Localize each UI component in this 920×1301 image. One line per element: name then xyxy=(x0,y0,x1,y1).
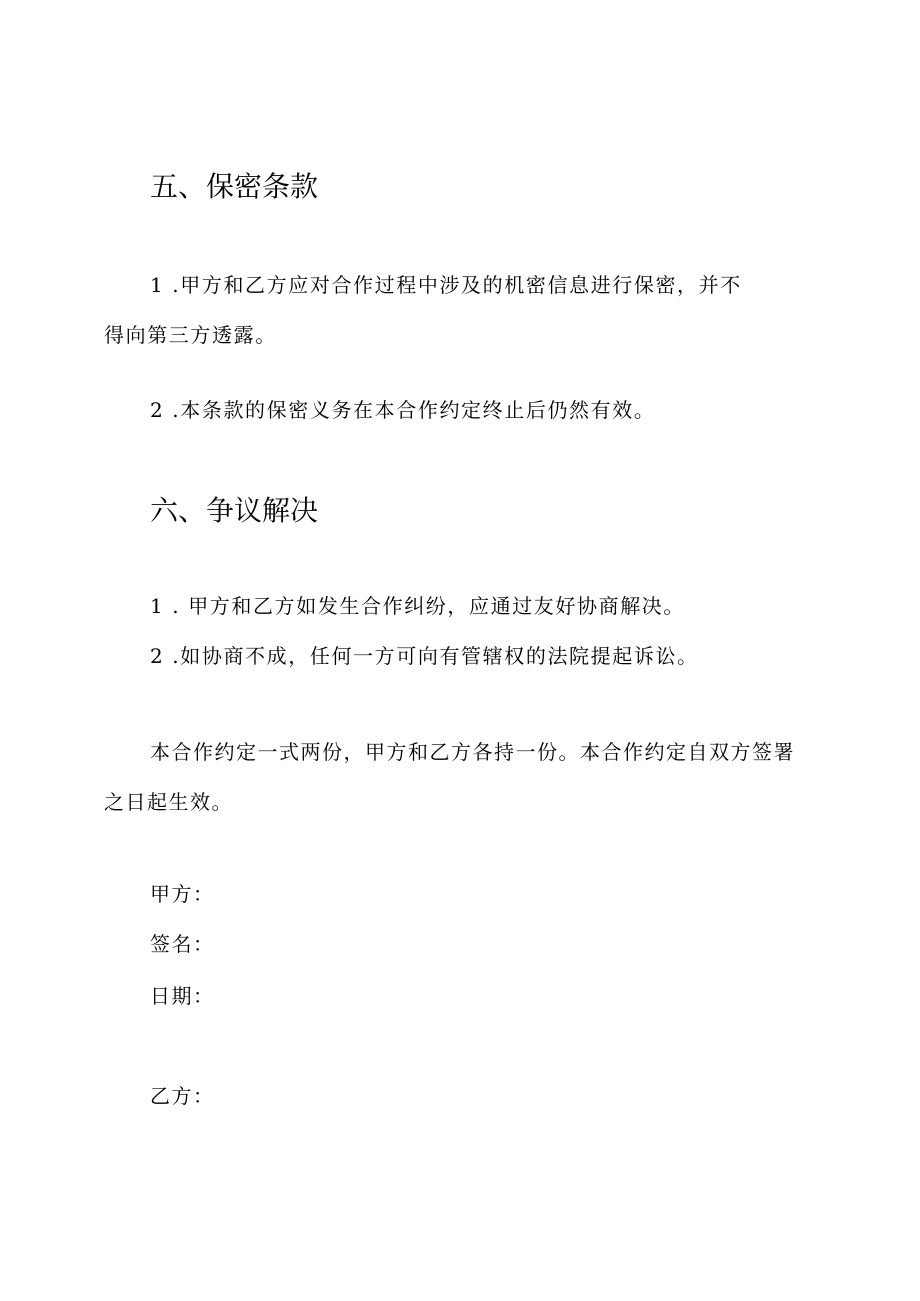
section-5-heading: 五、保密条款 xyxy=(150,170,319,203)
section-5-item-1-line-1: 1 .甲方和乙方应对合作过程中涉及的机密信息进行保密，并不 xyxy=(150,273,742,297)
section-6-heading: 六、争议解决 xyxy=(150,494,319,527)
section-5-item-2: 2 .本条款的保密义务在本合作约定终止后仍然有效。 xyxy=(150,398,656,422)
section-6-item-2: 2 .如协商不成，任何一方可向有管辖权的法院提起诉讼。 xyxy=(150,644,699,668)
party-b-label: 乙方： xyxy=(150,1084,215,1108)
party-a-label: 甲方： xyxy=(150,882,215,906)
closing-paragraph-line-2: 之日起生效。 xyxy=(104,790,233,814)
section-6-item-1: 1 . 甲方和乙方如发生合作纠纷，应通过友好协商解决。 xyxy=(150,594,685,618)
signature-label: 签名： xyxy=(150,932,215,956)
section-5-item-1-line-2: 得向第三方透露。 xyxy=(104,323,277,347)
closing-paragraph-line-1: 本合作约定一式两份，甲方和乙方各持一份。本合作约定自双方签署 xyxy=(150,740,795,764)
date-label: 日期： xyxy=(150,984,215,1008)
